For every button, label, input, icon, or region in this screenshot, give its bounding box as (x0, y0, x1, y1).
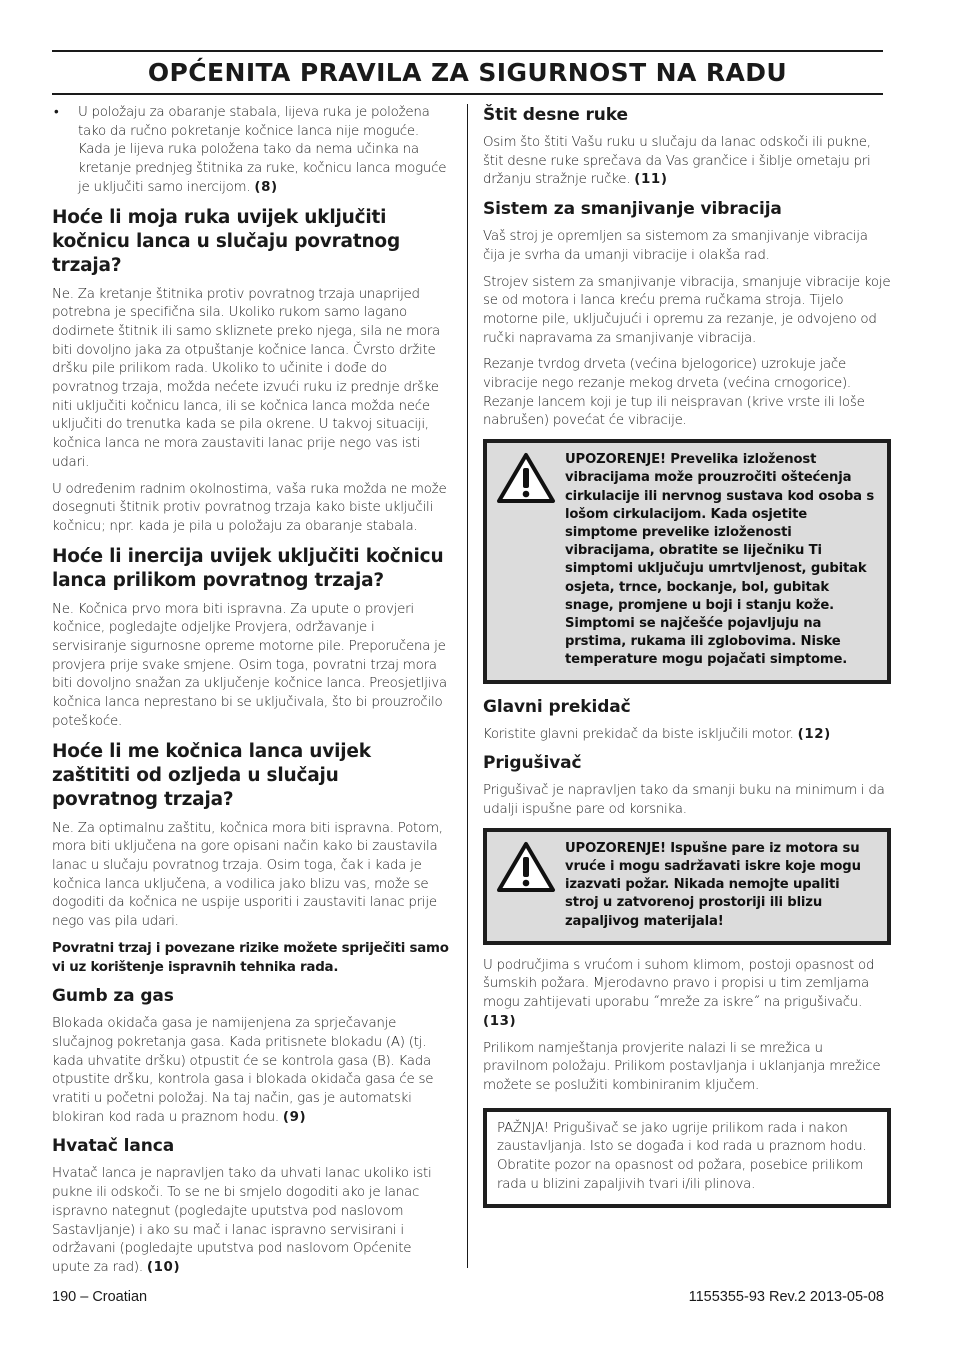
bullet-list (52, 104, 450, 198)
section-heading: Hoće li me kočnica lanca uvijek zaštititi od ozljeda u slučaju povratnog trzaja? (52, 740, 371, 810)
warning-text: UPOZORENJE! Ispušne pare iz motora su vruće i mogu sadržavati iskre koje mogu izazvati požar. Nikada nemojte upaliti stroj u zatvorenoj prostoriji ili blizu zapaljivog materijala! (565, 840, 861, 929)
figure-ref: (13) (483, 1013, 517, 1029)
paragraph-text: U područjima s vrućom i suhom klimom, postoji opasnost od šumskih požara. Mjerodavno pravo i propisi u tim zemljama mogu zahtijevati uporabu ˝mreže za iskre˝ na prigušivaču. (483, 957, 875, 1011)
title-underline (52, 93, 883, 95)
figure-ref: (11) (634, 172, 668, 188)
section-heading: Gumb za gas (52, 986, 174, 1007)
caution-box (483, 1108, 891, 1209)
figure-ref: (12) (797, 726, 831, 742)
paragraph (52, 1015, 450, 1127)
warning-triangle-icon (495, 840, 565, 931)
paragraph: Rezanje tvrdog drveta (većina bjelogorice) uzrokuje jače vibracije nego rezanje mekog drveta (većina crnogorice). Rezanje lancem koji je tup ili neispravan (krive vrste ili loše nabrušen) povećat će vibracije. (483, 357, 865, 429)
section-heading: Sistem za smanjivanje vibracija (483, 199, 782, 220)
warning-box (483, 828, 891, 945)
paragraph-bold: Povratni trzaj i povezane rizike možete spriječiti samo vi uz korištenje ispravnih tehnika rada. (52, 940, 449, 975)
paragraph: Vaš stroj je opremljen sa sistemom za smanjivanje vibracija čija je svrha da umanji vibracije i olakša rad. (483, 229, 868, 263)
warning-box-inner (487, 443, 887, 679)
right-column (483, 104, 891, 1208)
warning-box (483, 439, 891, 683)
footer-page-number: 190 – Croatian (52, 1289, 148, 1305)
section-heading: Hoće li moja ruka uvijek uključiti kočnicu lanca u slučaju povratnog trzaja? (52, 206, 400, 276)
figure-ref: (8) (254, 179, 278, 195)
list-item (52, 104, 450, 198)
paragraph-text: Osim što štiti Vašu ruku u slučaju da lanac odskoči ili pukne, štit desne ruke sprečava da Vas grančice i šiblje ometaju pri držanju stražnje ručke. (483, 135, 871, 188)
paragraph (52, 1165, 450, 1277)
warning-box-inner (487, 832, 887, 941)
paragraph: Ne. Za optimalnu zaštitu, kočnica mora biti ispravna. Potom, mora biti uključena na gore opisani način kako bi zaustavila lanac u slučaju povratnog trzaja. Osim toga, čak i kada je kočnica lanca uključena, a vodilica jako blizu vas, može se dogoditi da kočnica ne uspije usporiti i zaustaviti lanac prije nego vas pila udari. (52, 820, 443, 930)
section-heading: Štit desne ruke (483, 105, 628, 125)
top-rule (52, 50, 883, 52)
figure-ref: (10) (146, 1259, 181, 1275)
left-column (52, 104, 450, 1286)
section-heading: Hoće li inercija uvijek uključiti kočnicu lanca prilikom povratnog trzaja? (52, 545, 444, 591)
paragraph-text: Blokada okidača gasa je namijenjena za sprječavanje slučajnog pokretanja gasa. Kada pritisnete blokadu (A) (tj. kada uhvatite dršku) otpustit će se kontrola gasa (B). Kada otpustite dršku, kontrola gasa i blokada okidača gasa će se vratiti u početni položaj. Na taj način, gas je automatski blokiran kod rada u praznom hodu. (52, 1016, 434, 1125)
warning-text: UPOZORENJE! Prevelika izloženost vibracijama može prouzročiti oštećenja cirkulacije ili nervnog sustava kod osoba s lošom cirkulacijom. Kada osjetite simptome prevelike izloženosti vibracijama, obratite se liječniku Ti simptomi uključuju umrtvljenost, gubitak osjeta, trnce, bockanje, bol, gubitak snage, promjene u boji i stanju kože. Simptomi se najčešće pojavljuju na prstima, rukama ili zglobovima. Niske temperature mogu pojačati simptome. (565, 452, 875, 668)
paragraph (483, 957, 891, 1032)
paragraph-text: Koristite glavni prekidač da biste isključili motor. (483, 726, 794, 742)
section-heading: Prigušivač (483, 753, 582, 774)
paragraph: Prigušivač je napravljen tako da smanji buku na minimum i da udalji ispušne pare od korsnika. (483, 783, 885, 817)
paragraph: U određenim radnim okolnostima, vaša ruka možda ne može dosegnuti štitnik protiv povratnog trzaja kako biste uključili kočnicu; npr. kada je pila u položaju za obaranje stabala. (52, 481, 447, 534)
caution-text: PAŽNJA! Prigušivač se jako ugrije prilikom rada i nakon zaustavljanja. Isto se događa i kod rada u praznom hodu. Obratite pozor na opasnost od požara, posebice prilikom rada u blizini zapaljivih tvari i/ili plinova. (487, 1112, 887, 1205)
paragraph: Ne. Kočnica prvo mora biti ispravna. Za upute o provjeri kočnice, pogledajte odjeljke Provjera, održavanje i servisiranje sigurnosne opreme motorne pile. Preporučena je provjera prije svake smjene. Osim toga, povratni trzaj mora biti dovoljno snažan za uključenje kočnice lanca. Preosjetljiva kočnica lanca neprestano bi se uključivala, što bi prouzročilo poteškoće. (52, 601, 447, 729)
footer-doc-id: 1155355-93 Rev.2 2013-05-08 (688, 1289, 884, 1305)
paragraph: Prilikom namještanja provjerite nalazi li se mrežica u pravilnom položaju. Prilikom postavljanja i uklanjanja mrežice možete se poslužiti kombiniranim ključem. (483, 1040, 881, 1093)
section-heading: Glavni prekidač (483, 696, 631, 717)
column-divider (467, 104, 468, 1268)
warning-triangle-icon (495, 451, 565, 669)
section-heading: Hvatač lanca (52, 1136, 175, 1157)
paragraph-text: Hvatač lanca je napravljen tako da uhvati lanac ukoliko isti pukne ili odskoči. To se ne bi smjelo dogoditi ako je lanac ispravno nategnut (pogledajte uputstva pod naslovom Sastavljanje) i ako su mač i lanac ispravno servisirani i održavani (pogledajte uputstva pod naslovom Općenite upute za rad). (52, 1166, 432, 1275)
page-title: OPĆENITA PRAVILA ZA SIGURNOST NA RADU (147, 58, 788, 87)
paragraph: Ne. Za kretanje štitnika protiv povratnog trzaja unaprijed potrebna je specifična sila. Ukoliko rukom samo lagano dodirnete štitnik ili samo skliznete preko njega, sila ne mora biti dovoljno jaka za otpuštanje kočnice lanca. Čvrsto držite dršku pile prilikom rada. Ukoliko to učinite i dođe do povratnog trzaja, možda nećete izvući ruku iz prednje drške niti uključiti kočnicu lanca, ili se kočnica lanca možda neće uključiti do trenutka kada se pila okrene. U takvoj situaciji, kočnica lanca ne mora zaustaviti lanac prije nego vas isti udari. (52, 286, 441, 470)
bullet-text: U položaju za obaranje stabala, lijeva ruka je položena tako da ručno pokretanje kočnice lanca nije moguće. Kada je lijeva ruka položena tako da nema učinka na kretanje prednjeg štitnika za ruke, kočnicu lanca moguće je uključiti samo inercijom. (78, 105, 447, 195)
paragraph: Strojev sistem za smanjivanje vibracija, smanjuje vibracije koje se od motora i lanca kreću prema ručkama stroja. Tijelo motorne pile, uključujući i opremu za rezanje, je odvojeno od ručki napravama za smanjivanje vibracija. (483, 274, 891, 346)
paragraph (483, 726, 891, 745)
figure-ref: (9) (282, 1109, 307, 1125)
paragraph (483, 134, 891, 190)
